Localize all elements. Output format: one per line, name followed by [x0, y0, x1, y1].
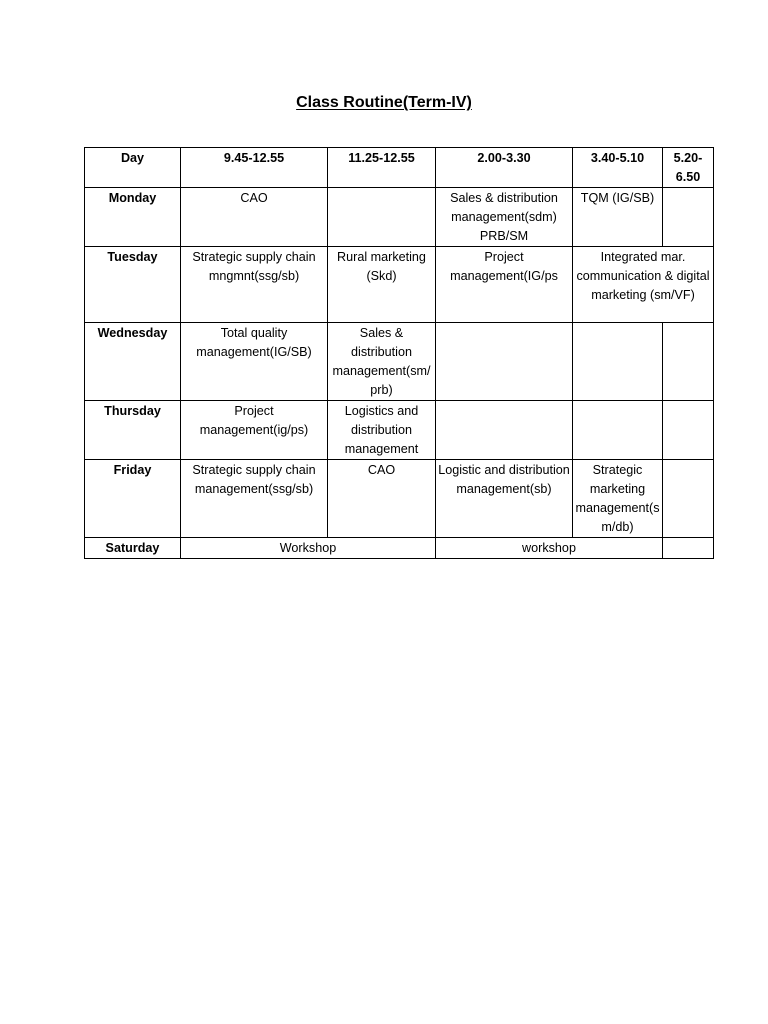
class-routine-table [84, 147, 714, 559]
table-cell: Strategic marketing management(sm/db) [573, 460, 663, 538]
table-cell: Strategic supply chain mngmnt(ssg/sb) [181, 247, 328, 323]
table-cell [328, 188, 436, 247]
table-cell: CAO [181, 188, 328, 247]
page-title: Class Routine(Term-IV) [296, 94, 472, 111]
table-cell [573, 401, 663, 460]
table-header-row [85, 148, 714, 188]
table-cell: Integrated mar. communication & digital marketing (sm/VF) [573, 247, 714, 323]
table-cell [663, 323, 714, 401]
table-cell: Logistics and distribution management [328, 401, 436, 460]
table-cell: Sales & distribution management(sdm) PRB/SM [436, 188, 573, 247]
table-row-thursday [85, 401, 714, 460]
table-cell [663, 401, 714, 460]
table-cell: CAO [328, 460, 436, 538]
table-cell: Logistic and distribution management(sb) [436, 460, 573, 538]
table-cell: Workshop [181, 538, 436, 559]
day-cell: Tuesday [85, 247, 181, 323]
table-row-tuesday [85, 247, 714, 323]
table-cell: TQM (IG/SB) [573, 188, 663, 247]
day-cell: Saturday [85, 538, 181, 559]
column-header-slot-1: 9.45-12.55 [181, 148, 328, 188]
day-cell: Thursday [85, 401, 181, 460]
table-cell [573, 323, 663, 401]
column-header-day: Day [85, 148, 181, 188]
table-row-wednesday [85, 323, 714, 401]
table-cell: Rural marketing (Skd) [328, 247, 436, 323]
table-cell: Project management(ig/ps) [181, 401, 328, 460]
table-cell [663, 188, 714, 247]
table-cell: Total quality management(IG/SB) [181, 323, 328, 401]
day-cell: Wednesday [85, 323, 181, 401]
table-cell [436, 401, 573, 460]
table-row-monday [85, 188, 714, 247]
column-header-slot-5: 5.20-6.50 [663, 148, 714, 188]
table-cell: workshop [436, 538, 663, 559]
table-cell: Sales & distribution management(sm/prb) [328, 323, 436, 401]
table-row-saturday [85, 538, 714, 559]
table-row-friday [85, 460, 714, 538]
table-cell: Project management(IG/ps [436, 247, 573, 323]
column-header-slot-4: 3.40-5.10 [573, 148, 663, 188]
table-cell [436, 323, 573, 401]
table-cell [663, 538, 714, 559]
day-cell: Friday [85, 460, 181, 538]
table-cell: Strategic supply chain management(ssg/sb) [181, 460, 328, 538]
column-header-slot-3: 2.00-3.30 [436, 148, 573, 188]
column-header-slot-2: 11.25-12.55 [328, 148, 436, 188]
day-cell: Monday [85, 188, 181, 247]
table-cell [663, 460, 714, 538]
